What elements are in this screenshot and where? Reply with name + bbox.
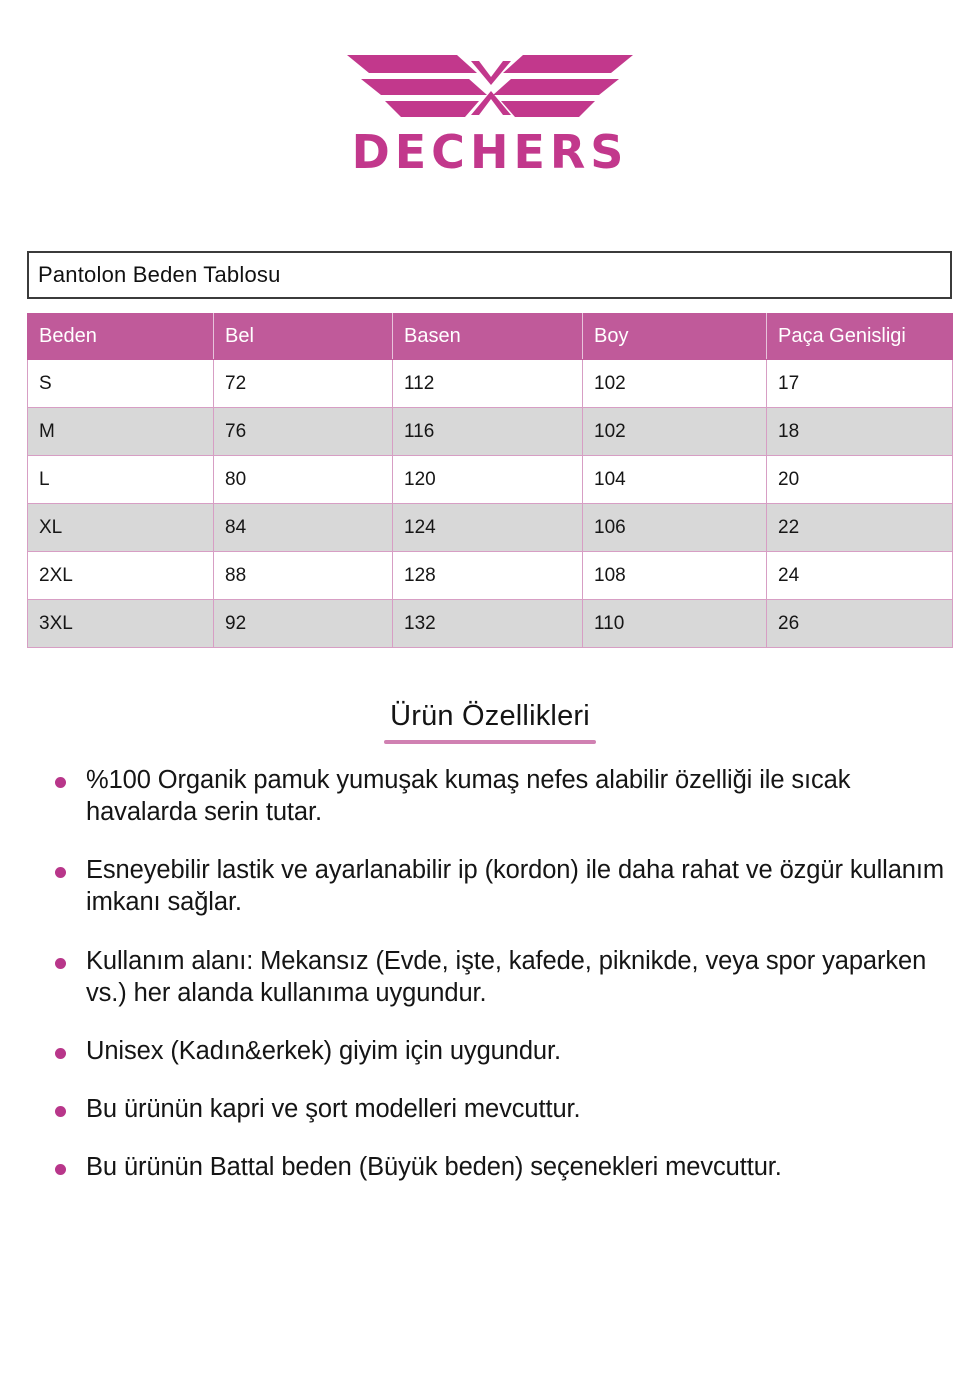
cell-basen: 124 xyxy=(393,504,583,552)
table-title: Pantolon Beden Tablosu xyxy=(38,262,281,287)
bullet-dot-icon xyxy=(55,1048,66,1059)
winged-x-emblem-icon xyxy=(345,47,635,125)
cell-paca: 24 xyxy=(767,552,953,600)
table-row xyxy=(28,552,953,600)
cell-beden: 2XL xyxy=(28,552,214,600)
cell-basen: 132 xyxy=(393,600,583,648)
cell-boy: 102 xyxy=(583,408,767,456)
product-features-section xyxy=(0,700,980,1209)
cell-paca: 17 xyxy=(767,360,953,408)
brand-wordmark: DECHERS xyxy=(351,125,629,179)
feature-list xyxy=(0,764,980,1183)
table-row xyxy=(28,600,953,648)
table-row xyxy=(28,408,953,456)
column-header-beden: Beden xyxy=(28,314,214,360)
bullet-dot-icon xyxy=(55,1106,66,1117)
bullet-dot-icon xyxy=(55,777,66,788)
feature-text: Kullanım alanı: Mekansız (Evde, işte, kafede, piknikde, veya spor yaparken vs.) her alanda kullanıma uygundur. xyxy=(86,946,927,1007)
cell-basen: 128 xyxy=(393,552,583,600)
table-row xyxy=(28,456,953,504)
cell-boy: 106 xyxy=(583,504,767,552)
list-item xyxy=(46,1151,952,1183)
feature-text: Bu ürünün kapri ve şort modelleri mevcuttur. xyxy=(86,1094,581,1123)
cell-beden: L xyxy=(28,456,214,504)
feature-text: Unisex (Kadın&erkek) giyim için uygundur. xyxy=(86,1036,561,1065)
features-heading-underline xyxy=(384,740,596,744)
cell-basen: 116 xyxy=(393,408,583,456)
bullet-dot-icon xyxy=(55,867,66,878)
cell-bel: 76 xyxy=(214,408,393,456)
cell-paca: 22 xyxy=(767,504,953,552)
cell-paca: 26 xyxy=(767,600,953,648)
cell-boy: 102 xyxy=(583,360,767,408)
column-header-basen: Basen xyxy=(393,314,583,360)
table-header-row xyxy=(28,314,953,360)
cell-basen: 112 xyxy=(393,360,583,408)
cell-bel: 88 xyxy=(214,552,393,600)
table-row xyxy=(28,360,953,408)
cell-bel: 92 xyxy=(214,600,393,648)
cell-basen: 120 xyxy=(393,456,583,504)
size-chart-table xyxy=(27,313,953,648)
cell-bel: 84 xyxy=(214,504,393,552)
features-heading-wrap xyxy=(0,700,980,744)
feature-text: Esneyebilir lastik ve ayarlanabilir ip (kordon) ile daha rahat ve özgür kullanım imkanı sağlar. xyxy=(86,856,945,917)
cell-beden: S xyxy=(28,360,214,408)
cell-boy: 110 xyxy=(583,600,767,648)
list-item xyxy=(46,854,952,918)
list-item xyxy=(46,1093,952,1125)
brand-logo-area xyxy=(0,0,980,200)
feature-text: %100 Organik pamuk yumuşak kumaş nefes alabilir özelliği ile sıcak havalarda serin tutar. xyxy=(86,766,851,827)
bullet-dot-icon xyxy=(55,1164,66,1175)
list-item xyxy=(46,945,952,1009)
cell-beden: M xyxy=(28,408,214,456)
cell-boy: 104 xyxy=(583,456,767,504)
feature-text: Bu ürünün Battal beden (Büyük beden) seçenekleri mevcuttur. xyxy=(86,1153,782,1181)
brand-logo xyxy=(345,47,635,179)
cell-beden: XL xyxy=(28,504,214,552)
cell-bel: 72 xyxy=(214,360,393,408)
cell-boy: 108 xyxy=(583,552,767,600)
cell-bel: 80 xyxy=(214,456,393,504)
cell-beden: 3XL xyxy=(28,600,214,648)
table-row xyxy=(28,504,953,552)
column-header-bel: Bel xyxy=(214,314,393,360)
column-header-boy: Boy xyxy=(583,314,767,360)
table-title-box xyxy=(27,251,952,299)
column-header-paca-genisligi: Paça Genisligi xyxy=(767,314,953,360)
list-item xyxy=(46,764,952,828)
bullet-dot-icon xyxy=(55,958,66,969)
cell-paca: 20 xyxy=(767,456,953,504)
features-heading: Ürün Özellikleri xyxy=(390,700,590,732)
list-item xyxy=(46,1035,952,1067)
cell-paca: 18 xyxy=(767,408,953,456)
